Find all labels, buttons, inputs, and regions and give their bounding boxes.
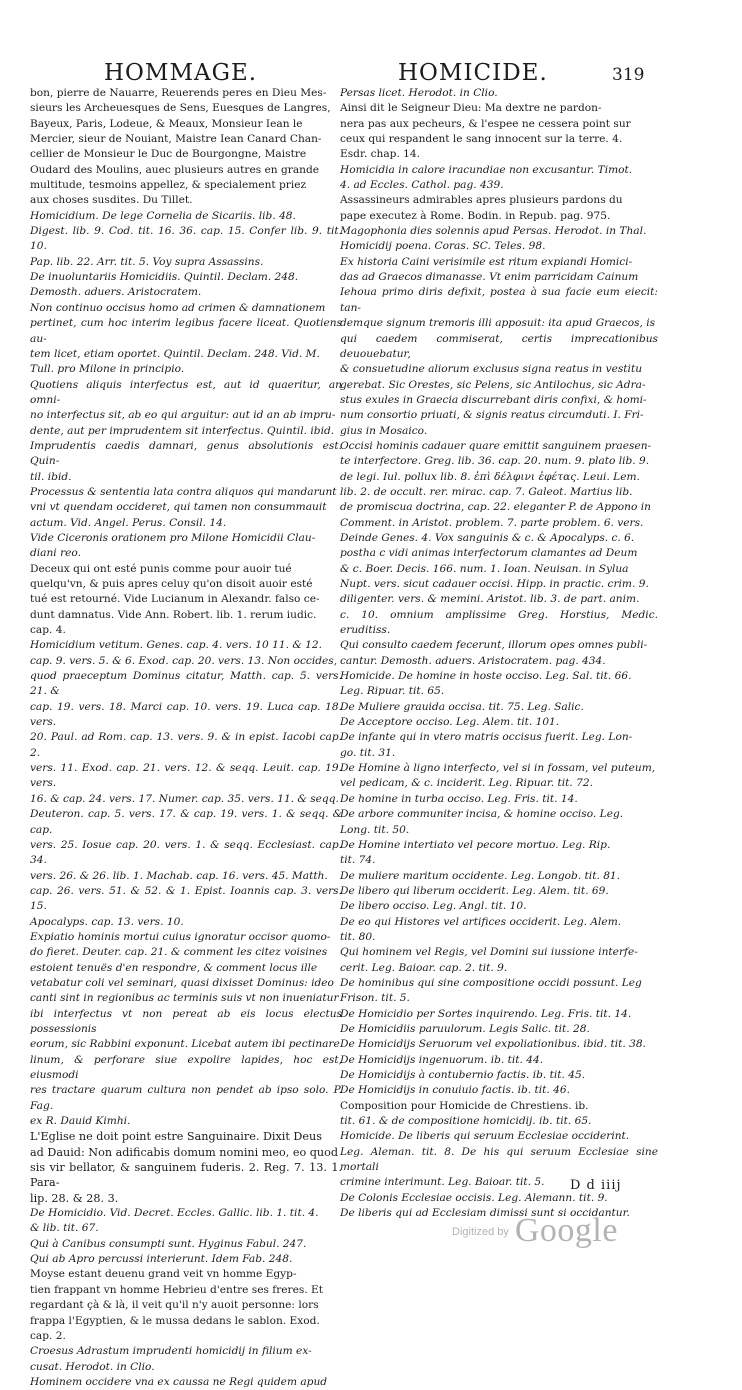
text-line: 20. Paul. ad Rom. cap. 13. vers. 9. & in epist. Iacobi cap. 2. [30,731,342,759]
text-line: Processus & sententia lata contra aliquos qui mandarunt [30,485,337,498]
text-line: Quotiens aliquis interfectus est, aut id quaeritur, an omni- [30,378,342,406]
text-line: lib. 2. de occult. rer. mirac. cap. 7. Galeot. Martius lib. [340,485,633,498]
text-line: De libero occiso. Leg. Angl. tit. 10. [340,900,527,913]
text-line: Homicide. De liberis qui seruum Ecclesiae occiderint. [340,1130,630,1143]
text-line: Leg. Aleman. tit. 8. De his qui seruum Ecclesiae sine mortali [340,1145,658,1174]
text-line: Composition pour Homicide de Chrestiens. ib. [340,1099,589,1112]
text-line: De Homine à ligno interfecto, vel si in fossam, vel puteum, [340,762,656,775]
text-line: cap. 19. vers. 18. Marci cap. 10. vers. 19. Luca cap. 18. vers. [30,700,342,729]
text-line: Nupt. vers. sicut cadauer occisi. Hipp. in practic. crim. 9. [340,578,649,590]
text-line: de promiscua doctrina, cap. 22. eleganter P. de Appono in [340,501,651,514]
text-line: Qui hominem vel Regis, vel Domini sui iussione interfe- [340,946,638,959]
text-line: Esdr. chap. 14. [340,148,421,161]
text-line: Qui consulto caedem fecerunt, illorum opes omnes publi- [340,639,648,652]
text-line: frappa l'Egyptien, & le mussa dedans le sablon. Exod. [30,1314,320,1327]
text-line: Pap. lib. 22. Arr. tit. 5. Voy supra Assassins. [30,255,264,268]
text-line: vers. 11. Exod. cap. 21. vers. 12. & seqq. Leuit. cap. 19. vers. [30,762,342,790]
text-line: de legi. Iul. pollux lib. 8. ἐπὶ δέλφινι ἐφέτας. Leui. Lem. [340,470,640,483]
text-line: c. 10. omnium amplissime Greg. Horstius, Medic. eruditiss. [340,608,658,637]
text-line: dunt damnatus. Vide Ann. Robert. lib. 1. rerum iudic. [30,608,317,621]
text-line: & lib. tit. 67. [30,1222,99,1235]
running-head-right: HOMICIDE. [398,60,548,86]
text-line: Qui à Canibus consumpti sunt. Hyginus Fabul. 247. [30,1237,307,1250]
google-watermark [452,1204,672,1248]
text-line: De Homicidiis paruulorum. Legis Salic. tit. 28. [340,1022,590,1035]
text-line: tué est retourné. Vide Lucianum in Alexandr. falso ce- [30,593,320,606]
text-line: regardant çà & là, il veit qu'il n'y auoit personne: lors [30,1299,319,1312]
text-line: tem licet, etiam oportet. Quintil. Declam. 248. Vid. M. [30,347,320,360]
text-line: gerebat. Sic Orestes, sic Pelens, sic Antilochus, sic Adra- [340,378,646,391]
text-line: De homine in turba occiso. Leg. Fris. tit. 14. [340,792,578,805]
google-logo: Google [514,1212,618,1249]
text-line: til. ibid. [30,470,72,483]
text-line: 16. & cap. 24. vers. 17. Numer. cap. 35. vers. 11. & seqq. [30,792,339,805]
text-line: ibi interfectus vt non pereat ab eis locus electus possessionis [30,1007,342,1035]
text-line: De liberis qui ad Ecclesiam dimissi sunt si occidantur. [340,1207,630,1220]
text-line: Homicidij poena. Coras. SC. Teles. 98. [340,240,546,253]
text-line: te interfectore. Greg. lib. 36. cap. 20. num. 9. plato lib. 9. [340,455,650,468]
text-line: pape executez à Rome. Bodin. in Repub. pag. 975. [340,209,611,222]
text-line: vers. 26. & 26. lib. 1. Machab. cap. 16. vers. 45. Matth. [30,869,328,882]
text-line: Deuteron. cap. 5. vers. 17. & cap. 19. vers. 1. & seqq. & cap. [30,808,342,836]
text-line: De infante qui in vtero matris occisus fuerit. Leg. Lon- [340,731,633,744]
text-line: Comment. in Aristot. problem. 7. parte problem. 6. vers. [340,516,644,529]
text-line: Qui ab Apro percussi interierunt. Idem Fab. 248. [30,1253,293,1266]
text-line: De hominibus qui sine compositione occidi possunt. Leg [340,976,642,989]
watermark-prefix: Digitized by [452,1226,509,1238]
text-line: Demosth. aduers. Aristocratem. [30,286,202,299]
text-line: cap. 26. vers. 51. & 52. & 1. Epist. Ioannis cap. 3. vers. 15. [30,884,342,913]
text-line: diani reo. [30,547,81,560]
text-line: canti sint in regionibus ac terminis suis vt non inueniatur [30,992,339,1005]
text-line: De Homicidijs ingenuorum. ib. tit. 44. [340,1053,544,1066]
text-line: & consuetudine aliorum exclusus signa reatus in vestitu [340,363,643,376]
text-line: Occisi hominis cadauer quare emittit sanguinem praesen- [340,439,652,452]
text-line: Leg. Ripuar. tit. 65. [340,685,445,698]
page-header [0,52,742,86]
text-line: De inuoluntariis Homicidiis. Quintil. Declam. 248. [30,271,299,284]
text-line: tit. 80. [340,930,376,943]
text-line: 4. ad Eccles. Cathol. pag. 439. [340,179,504,192]
text-line: Deceux qui ont esté punis comme pour auoir tué [30,562,292,575]
text-line: Persas licet. Herodot. in Clio. [340,87,498,99]
text-line: Homicidium. De lege Cornelia de Sicariis. lib. 48. [30,209,296,222]
text-line: Assassineurs admirables apres plusieurs pardons du [340,194,623,207]
text-line: Deinde Genes. 4. Vox sanguinis & c. & Apocalyps. c. 6. [340,531,635,544]
text-line: Vide Ciceronis orationem pro Milone Homicidii Clau- [30,531,316,544]
text-line: Frison. tit. 5. [340,992,410,1005]
text-line: do fieret. Deuter. cap. 21. & comment les citez voisines [30,946,328,959]
text-line: Non continuo occisus homo ad crimen & damnationem [30,301,326,314]
text-line: De Homicidijs in conuiuio factis. ib. tit. 46. [340,1084,571,1097]
right-column [340,86,658,1221]
text-line: Bayeux, Paris, Lodeue, & Meaux, Monsieur Iean le [30,117,303,130]
text-line: vel pedicam, & c. inciderit. Leg. Ripuar. tit. 72. [340,777,593,790]
text-line: Tull. pro Milone in principio. [30,363,185,376]
text-line: Homicidium vetitum. Genes. cap. 4. vers. 10 11. & 12. [30,639,322,652]
text-line: nera pas aux pecheurs, & l'espee ne cessera point sur [340,117,631,130]
text-line: De arbore communiter incisa, & homine occiso. Leg. [340,808,624,821]
text-line: De Homine intertiato vel pecore mortuo. Leg. Rip. [340,838,611,851]
text-line: crimine interimunt. Leg. Baioar. tit. 5. [340,1176,545,1189]
text-line: Magophonia dies solennis apud Persas. Herodot. in Thal. [340,225,647,238]
text-line: num consortio priuati, & signis reatus circumduti. I. Fri- [340,409,644,422]
text-line: Apocalyps. cap. 13. vers. 10. [30,915,184,928]
text-line: go. tit. 31. [340,746,396,759]
text-line: De libero qui liberum occiderit. Leg. Alem. tit. 69. [340,884,609,897]
text-line: Croesus Adrastum imprudenti homicidij in filium ex- [30,1345,312,1358]
text-line: no interfectus sit, ab eo qui arguitur: aut id an ab impru- [30,409,336,422]
text-line: De muliere maritum occidente. Leg. Longob. tit. 81. [340,869,621,882]
text-line: De Homicidio. Vid. Decret. Eccles. Gallic. lib. 1. tit. 4. [30,1207,319,1220]
text-line: gius in Mosaico. [340,424,428,437]
signature-mark: D d iiij [570,1178,622,1193]
text-line: aux choses susdites. Du Tillet. [30,194,193,207]
text-line: pertinet, cum hoc interim legibus facere liceat. Quotiens au- [30,317,342,345]
text-line: estoient tenuës d'en respondre, & comment locus ille [30,961,318,974]
text-line: cantur. Demosth. aduers. Aristocratem. pag. 434. [340,654,606,667]
text-line: De Colonis Ecclesiae occisis. Leg. Alemann. tit. 9. [340,1191,608,1204]
text-line: Hominem occidere vna ex caussa ne Regi quidem apud [30,1375,328,1388]
text-line: & c. Boer. Decis. 166. num. 1. Ioan. Neuisan. in Sylua [340,562,629,575]
text-line: De Homicidijs à contubernio factis. ib. tit. 45. [340,1069,586,1081]
text-line: L'Eglise ne doit point estre Sanguinaire. Dixit Deus [30,1130,322,1144]
text-line: Digest. lib. 9. Cod. tit. 16. 36. cap. 15. Confer lib. 9. tit. 10. [30,225,342,253]
text-line: cap. 4. [30,624,66,637]
text-line: cerit. Leg. Baioar. cap. 2. tit. 9. [340,961,508,974]
text-line: Oudard des Moulins, auec plusieurs autres en grande [30,163,320,176]
text-line: De Acceptore occiso. Leg. Alem. tit. 101. [340,716,560,729]
text-line: cap. 9. vers. 5. & 6. Exod. cap. 20. vers. 13. Non occides, [30,654,338,667]
text-line: Mercier, sieur de Nouiant, Maistre Iean Canard Chan- [30,133,322,146]
text-line: ad Dauid: Non adificabis domum nomini meo, eo quod [30,1145,339,1159]
text-line: das ad Graecos dimanasse. Vt enim parricidam Cainum [340,271,639,284]
text-line: tien frappant vn homme Hebrieu d'entre ses freres. Et [30,1283,324,1296]
text-line: Moyse estant deuenu grand veit vn homme Egyp- [30,1268,297,1281]
text-line: cap. 2. [30,1329,66,1342]
text-line: vni vt quendam occideret, qui tamen non consummauit [30,501,327,514]
text-line: Iehoua primo diris defixit, postea à sua facie eum eiecit: tan- [340,286,658,314]
text-line: ex R. Dauid Kimhi. [30,1115,131,1128]
text-line: postha c vidi animas interfectorum clamantes ad Deum [340,547,638,560]
text-line: De Homicidio per Sortes inquirendo. Leg. Fris. tit. 14. [340,1007,632,1020]
text-line: multitude, tesmoins appellez, & specialement priez [30,179,307,192]
text-line: Homicidia in calore iracundiae non excusantur. Timot. [340,163,633,176]
text-line: cusat. Herodot. in Clio. [30,1360,155,1373]
text-line: linum, & perforare siue expolire lapides, hoc est, eiusmodi [30,1053,342,1081]
text-line: bon, pierre de Nauarre, Reuerends peres en Dieu Mes- [30,87,327,99]
text-line: Imprudentis caedis damnari, genus absolutionis est. Quin- [30,439,342,468]
page-number: 319 [612,65,645,85]
text-line: quelqu'vn, & puis apres celuy qu'on disoit auoir esté [30,578,313,590]
text-line: dente, aut per imprudentem sit interfectus. Quintil. ibid. [30,424,335,437]
left-column [30,86,342,1390]
text-line: qui caedem commiserat, certis imprecationibus deuouebatur, [340,332,658,360]
text-line: stus exules in Graecia discurrebant diris confixi, & homi- [340,393,647,406]
text-line: Long. tit. 50. [340,823,410,836]
text-line: sis vir bellator, & sanguinem fuderis. 2. Reg. 7. 13. 1. Para- [30,1161,342,1190]
text-line: Ainsi dit le Seigneur Dieu: Ma dextre ne pardon- [340,102,602,115]
text-line: actum. Vid. Angel. Perus. Consil. 14. [30,516,227,529]
text-line: Expiatio hominis mortui cuius ignoratur occisor quomo- [30,930,331,943]
text-line: vers. 25. Iosue cap. 20. vers. 1. & seqq. Ecclesiast. cap. 34. [30,838,342,867]
text-line: Ex historia Caini verisimile est ritum expiandi Homici- [340,255,633,268]
text-line: sieurs les Archeuesques de Sens, Euesques de Langres, [30,102,331,115]
text-line: tit. 74. [340,854,376,867]
text-line: quod praeceptum Dominus citatur, Matth. cap. 5. vers. 21. & [30,670,342,698]
text-line: res tractare quarum cultura non pendet ab ipso solo. P. Fag. [30,1084,342,1112]
text-line: cellier de Monsieur le Duc de Bourgongne, Maistre [30,148,307,161]
text-line: diligenter. vers. & memini. Aristot. lib. 3. de part. anim. [340,593,640,606]
text-line: ceux qui respandent le sang innocent sur la terre. 4. [340,133,623,146]
running-head-left: HOMMAGE. [104,60,258,86]
text-line: De Homicidijs Seruorum vel expoliationibus. ibid. tit. 38. [340,1038,646,1051]
text-line: eorum, sic Rabbini exponunt. Licebat autem ibi pectinare [30,1038,340,1051]
text-line: vetabatur coli vel seminari, quasi dixisset Dominus: ideo [30,976,334,989]
text-line: lip. 28. & 28. 3. [30,1191,119,1205]
text-line: De Muliere grauida occisa. tit. 75. Leg. Salic. [340,700,584,713]
text-line: De eo qui Histores vel artifices occiderit. Leg. Alem. [340,915,622,928]
text-line: Homicide. De homine in hoste occiso. Leg. Sal. tit. 66. [340,670,632,683]
text-line: tit. 61. & de compositione homicidij. ib. tit. 65. [340,1115,592,1128]
text-line: demque signum tremoris illi apposuit: ita apud Graecos, is [340,317,656,330]
